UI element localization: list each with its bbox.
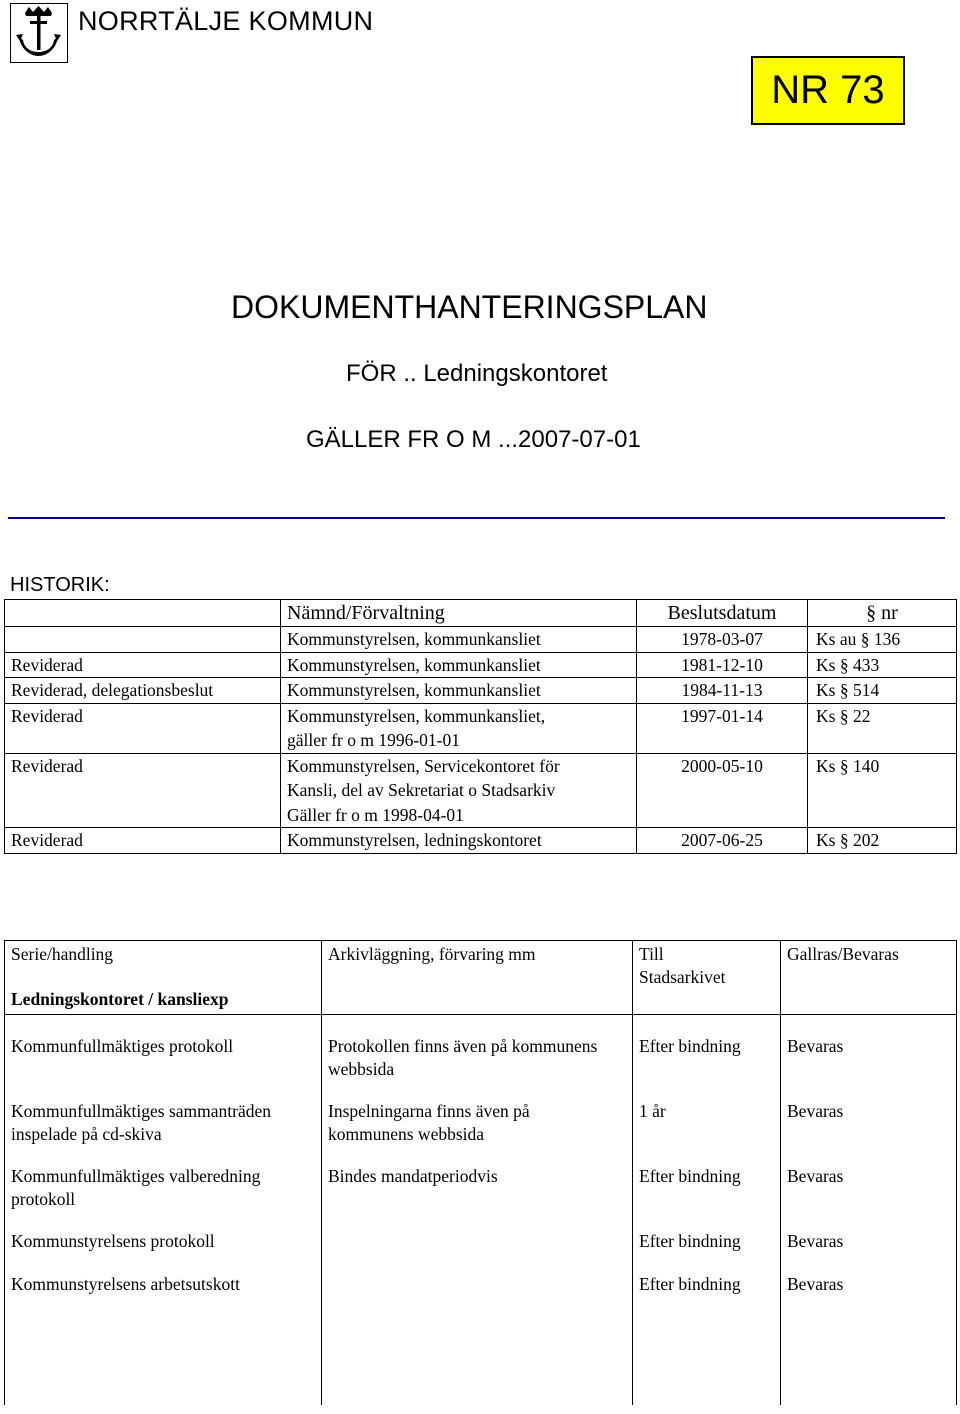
plan-to-archive: Efter bindning <box>633 1035 781 1080</box>
history-status: Reviderad <box>5 703 281 753</box>
history-status <box>5 627 281 653</box>
history-header-status <box>5 600 281 627</box>
org-name: NORRTÄLJE KOMMUN <box>78 6 374 36</box>
plan-archive: Bindes mandatperiodvis <box>322 1165 633 1210</box>
plan-to-archive: 1 år <box>633 1100 781 1145</box>
history-row <box>5 678 957 704</box>
history-body: Kommunstyrelsen, kommunkansliet <box>281 627 637 653</box>
plan-row <box>5 1035 957 1080</box>
history-date: 2000-05-10 <box>637 753 808 828</box>
plan-retention: Bevaras <box>781 1273 957 1296</box>
history-nr: Ks § 202 <box>808 828 957 854</box>
plan-archive <box>322 1230 633 1253</box>
history-row <box>5 753 957 828</box>
plan-series: Kommunfullmäktiges sammanträden inspelade på cd-skiva <box>5 1100 322 1145</box>
plan-row <box>5 1230 957 1253</box>
plan-section-row <box>5 988 957 1015</box>
history-nr: Ks § 22 <box>808 703 957 753</box>
history-header-row <box>5 600 957 627</box>
history-header-nr: § nr <box>808 600 957 627</box>
history-date: 1997-01-14 <box>637 703 808 753</box>
history-heading: HISTORIK: <box>10 574 110 596</box>
plan-archive: Inspelningarna finns även på kommunens webbsida <box>322 1100 633 1145</box>
plan-to-archive: Efter bindning <box>633 1230 781 1253</box>
document-number-badge: NR 73 <box>751 56 905 125</box>
plan-row <box>5 1165 957 1210</box>
plan-series: Kommunstyrelsens arbetsutskott <box>5 1273 322 1296</box>
history-body: Kommunstyrelsen, Servicekontoret för Kansli, del av Sekretariat o Stadsarkiv Gäller fr o m 1998-04-01 <box>281 753 637 828</box>
history-body: Kommunstyrelsen, kommunkansliet, gäller fr o m 1996-01-01 <box>281 703 637 753</box>
document-title: DOKUMENTHANTERINGSPLAN <box>231 289 708 325</box>
anchor-crown-icon <box>11 4 66 61</box>
plan-header-to-archive: Till Stadsarkivet <box>633 941 781 989</box>
retention-plan-table <box>4 940 957 1405</box>
history-row <box>5 652 957 678</box>
plan-series: Kommunfullmäktiges valberedning protokoll <box>5 1165 322 1210</box>
document-for-line: FÖR .. Ledningskontoret <box>346 360 608 387</box>
plan-header-series: Serie/handling <box>5 941 322 989</box>
history-nr: Ks § 514 <box>808 678 957 704</box>
plan-to-archive: Efter bindning <box>633 1273 781 1296</box>
plan-section-title: Ledningskontoret / kansliexp <box>5 988 322 1015</box>
history-nr: Ks § 140 <box>808 753 957 828</box>
plan-to-archive: Efter bindning <box>633 1165 781 1210</box>
history-status: Reviderad <box>5 753 281 828</box>
history-header-date: Beslutsdatum <box>637 600 808 627</box>
plan-retention: Bevaras <box>781 1100 957 1145</box>
plan-series: Kommunfullmäktiges protokoll <box>5 1035 322 1080</box>
history-date: 1984-11-13 <box>637 678 808 704</box>
history-status: Reviderad <box>5 828 281 854</box>
divider-line <box>8 517 945 519</box>
history-nr: Ks § 433 <box>808 652 957 678</box>
history-header-board: Nämnd/Förvaltning <box>281 600 637 627</box>
plan-archive <box>322 1273 633 1296</box>
plan-series: Kommunstyrelsens protokoll <box>5 1230 322 1253</box>
plan-archive: Protokollen finns även på kommunens webbsida <box>322 1035 633 1080</box>
plan-header-retention: Gallras/Bevaras <box>781 941 957 989</box>
history-row <box>5 828 957 854</box>
plan-retention: Bevaras <box>781 1230 957 1253</box>
history-table <box>4 599 957 854</box>
document-valid-from: GÄLLER FR O M ...2007-07-01 <box>306 426 641 453</box>
history-date: 2007-06-25 <box>637 828 808 854</box>
history-body: Kommunstyrelsen, kommunkansliet <box>281 652 637 678</box>
plan-retention: Bevaras <box>781 1035 957 1080</box>
history-body: Kommunstyrelsen, kommunkansliet <box>281 678 637 704</box>
plan-row <box>5 1100 957 1145</box>
plan-header-row <box>5 941 957 989</box>
history-row <box>5 703 957 753</box>
history-nr: Ks au § 136 <box>808 627 957 653</box>
municipality-logo <box>10 3 68 63</box>
history-status: Reviderad, delegationsbeslut <box>5 678 281 704</box>
history-date: 1981-12-10 <box>637 652 808 678</box>
history-date: 1978-03-07 <box>637 627 808 653</box>
plan-retention: Bevaras <box>781 1165 957 1210</box>
history-status: Reviderad <box>5 652 281 678</box>
history-body: Kommunstyrelsen, ledningskontoret <box>281 828 637 854</box>
plan-header-archive: Arkivläggning, förvaring mm <box>322 941 633 989</box>
plan-row <box>5 1273 957 1296</box>
history-row <box>5 627 957 653</box>
